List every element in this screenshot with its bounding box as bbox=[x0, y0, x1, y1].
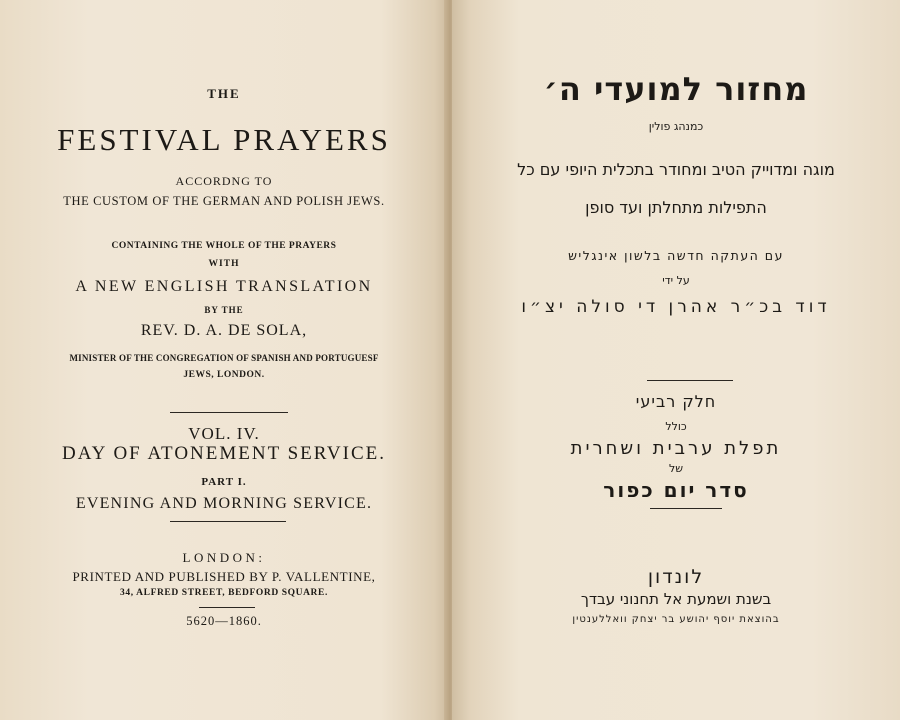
part-title: EVENING AND MORNING SERVICE. bbox=[75, 495, 373, 512]
hebrew-includes: כולל bbox=[665, 420, 687, 433]
hebrew-author: דוד בכ״ר אהרן די סולה יצ״ו bbox=[521, 297, 831, 317]
title-article: THE bbox=[207, 86, 241, 101]
hebrew-year: בשנת ושמעת אל תחנוני עבדך bbox=[580, 590, 772, 608]
custom-line: THE CUSTOM OF THE GERMAN AND POLISH JEWS. bbox=[63, 194, 385, 208]
hebrew-publisher: בהוצאת יוסף יהושע בר יצחק וואללענטין bbox=[572, 614, 780, 625]
volume-number: VOL. IV. bbox=[188, 424, 260, 443]
hebrew-book-title: מחזור למועדי ה׳ bbox=[543, 70, 809, 108]
imprint-year: 5620—1860. bbox=[186, 614, 262, 628]
imprint-address: 34, ALFRED STREET, BEDFORD SQUARE. bbox=[120, 588, 328, 598]
divider-rule bbox=[650, 508, 722, 509]
translation-line: A NEW ENGLISH TRANSLATION bbox=[75, 278, 373, 295]
hebrew-of: של bbox=[668, 462, 684, 475]
book-title: FESTIVAL PRAYERS bbox=[57, 122, 391, 157]
part-number: PART I. bbox=[201, 476, 247, 488]
hebrew-seder: סדר יום כפור bbox=[603, 478, 749, 502]
divider-rule bbox=[170, 412, 288, 413]
containing-line: CONTAINING THE WHOLE OF THE PRAYERS bbox=[111, 241, 337, 251]
with-line: WITH bbox=[208, 259, 240, 269]
service-title: DAY OF ATONEMENT SERVICE. bbox=[61, 443, 386, 464]
author-title-cont: JEWS, LONDON. bbox=[183, 370, 265, 380]
hebrew-description-2: התפילות מתחלתן ועד סופן bbox=[585, 198, 767, 217]
hebrew-title-page bbox=[452, 0, 900, 720]
hebrew-part: חלק רביעי bbox=[635, 392, 717, 411]
divider-rule bbox=[170, 521, 286, 522]
hebrew-city: לונדון bbox=[647, 566, 705, 588]
by-the-line: BY THE bbox=[204, 305, 244, 315]
hebrew-prayers: תפלת ערבית ושחרית bbox=[570, 438, 782, 459]
english-title-page bbox=[0, 0, 448, 720]
hebrew-description-1: מוגה ומדוייק הטיב ומחודר בתכלית היופי עם כל bbox=[517, 160, 835, 179]
hebrew-rite: כמנהג פולין bbox=[648, 120, 704, 133]
divider-rule bbox=[647, 380, 733, 381]
hebrew-translation-line: עם העתקה חדשה בלשון אינגליש bbox=[568, 248, 784, 263]
hebrew-by-line: על ידי bbox=[662, 274, 690, 287]
author-title: MINISTER OF THE CONGREGATION OF SPANISH AND PORTUGUESF bbox=[69, 353, 379, 363]
according-to: ACCORDNG TO bbox=[175, 174, 273, 188]
divider-rule bbox=[199, 607, 255, 608]
author-name: REV. D. A. DE SOLA, bbox=[140, 322, 308, 339]
imprint-printer: PRINTED AND PUBLISHED BY P. VALLENTINE, bbox=[72, 569, 376, 584]
imprint-city: LONDON: bbox=[182, 550, 266, 565]
